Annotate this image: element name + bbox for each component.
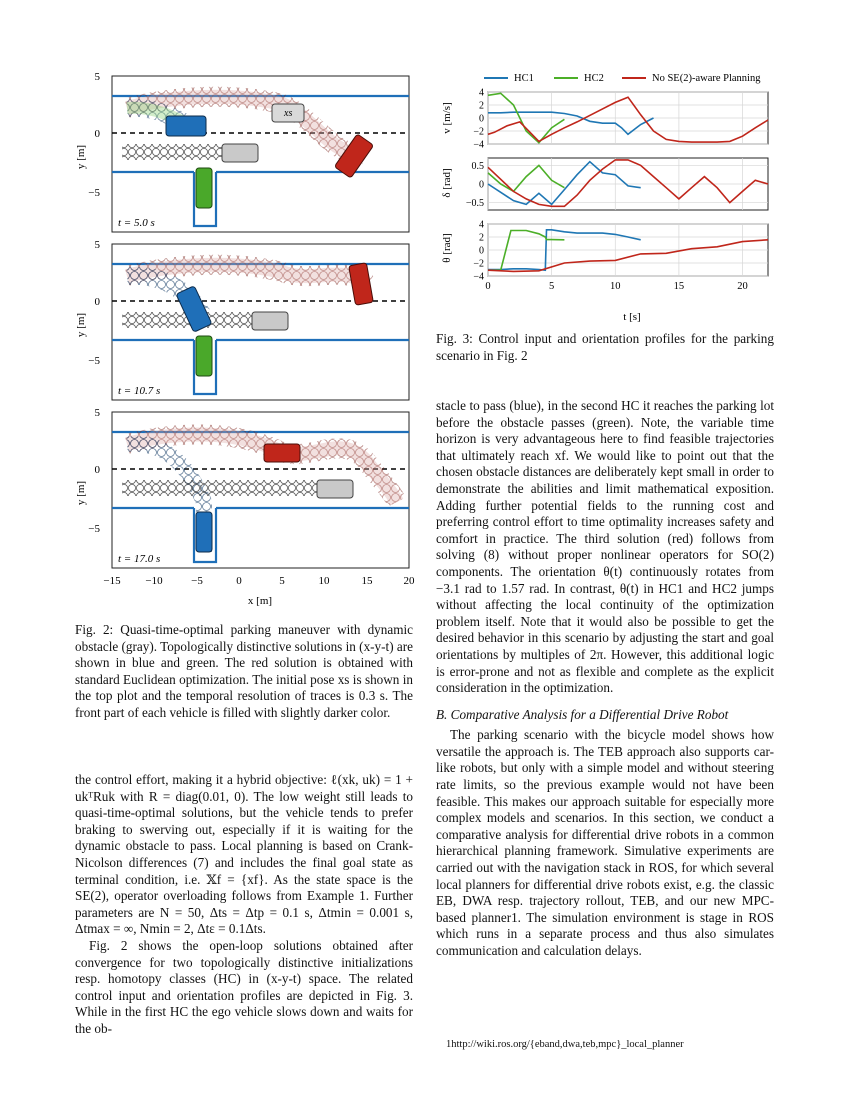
footnote: 1http://wiki.ros.org/{eband,dwa,teb,mpc}_local_planner	[446, 1039, 684, 1050]
ytick-label: 4	[479, 219, 484, 231]
svg-text:−10: −10	[145, 575, 163, 587]
ytick-label: 4	[479, 87, 484, 99]
fig2-y-axes	[75, 71, 101, 535]
fig2-panel-2	[112, 244, 409, 400]
svg-text:5: 5	[94, 239, 100, 251]
svg-text:5: 5	[94, 407, 100, 419]
ytick-label: 2	[479, 100, 484, 112]
ytick-label: −2	[473, 126, 484, 138]
svg-text:−5: −5	[88, 523, 100, 535]
xtick-label: 10	[610, 281, 621, 292]
figure-2	[70, 62, 420, 622]
svg-text:10: 10	[318, 575, 330, 587]
xtick-label: 0	[485, 281, 491, 292]
svg-text:20: 20	[403, 575, 415, 587]
ylabel-theta: θ [rad]	[441, 233, 453, 263]
legend-label-red: No SE(2)-aware Planning	[652, 73, 761, 84]
svg-text:0: 0	[236, 575, 242, 587]
left-column-text	[75, 772, 413, 1038]
ytick-label: −4	[473, 271, 484, 283]
svg-text:−5: −5	[191, 575, 203, 587]
section-heading: B. Comparative Analysis for a Differential Drive Robot	[436, 706, 729, 722]
fig2-panel-1	[112, 76, 409, 232]
start-pose-label: xs	[284, 108, 293, 119]
left-paragraph-1: the control effort, making it a hybrid objective: ℓ(xk, uk) = 1 + ukᵀRuk with R = diag(0.01, 0). The low weight still leads to quasi-time-optimal solutions, but the vehicle tends to prefer braking to swerving out, especially if it is waiting for the dynamic obstacle to pass. Local planning is based on Crank-Nicolson differences (7) and includes the final goal state as terminal condition, i.e. 𝕏f = {xf}. As the state space is the SE(2), operator overloading follows from Example 1. Further parameters are N = 50, Δts = Δtp = 0.1 s, Δtmin = 0.001 s, Δtmax = ∞, Nmin = 2, Δtε = 0.1Δts.	[75, 772, 413, 937]
ytick-label: 0	[479, 179, 484, 191]
ytick-label: −2	[473, 258, 484, 270]
ytick-label: 0	[479, 113, 484, 125]
legend-label-hc2: HC2	[584, 73, 604, 84]
xtick-label: 20	[737, 281, 748, 292]
svg-text:15: 15	[361, 575, 373, 587]
svg-text:y [m]: y [m]	[75, 144, 87, 170]
svg-text:y [m]: y [m]	[75, 480, 87, 506]
svg-text:5: 5	[94, 71, 100, 83]
svg-text:5: 5	[279, 575, 285, 587]
time-label-3: t = 17.0 s	[118, 553, 161, 565]
svg-text:y [m]: y [m]	[75, 312, 87, 338]
ytick-label: 0	[479, 245, 484, 257]
ytick-label: −4	[473, 139, 484, 151]
xtick-label: 15	[673, 281, 685, 292]
fig2-caption: Fig. 2: Quasi-time-optimal parking maneuver with dynamic obstacle (gray). Topologically distinctive solutions in (x-y-t) are shown in blue and green. The red solution is obtained with standard Euclidean optimization. The initial pose xs is shown in the top plot and the temporal resolution of traces is 0.3 s. The front part of each vehicle is filled with slightly darker color.	[75, 622, 413, 720]
svg-text:−5: −5	[88, 355, 100, 367]
svg-text:0: 0	[94, 464, 100, 476]
fig3-caption: Fig. 3: Control input and orientation profiles for the parking scenario in Fig. 2	[436, 331, 774, 363]
right-paragraph-1: stacle to pass (blue), in the second HC it reaches the parking lot before the obstacle passes (green). Note, the variable time horizon is very advantageous here to find feasible trajectories that ultimately reach xf. We would like to point out that the chosen obstacle distances are deliberately kept small in order to demonstrate the abilities and limit mathematical exposition. Adding further potential fields to the running cost and preferring control effort to time optimality increases safety and comfort in practice. The third solution (red) follows from solving (8) without proper nonlinear operators for SO(2) components. The orientation θ(t) continuously rotates from −3.1 rad to 1.57 rad. In contrast, θ(t) in HC1 and HC2 jumps without affecting the local continuity of the optimization problem itself. Note that it would also be possible to get the desired behavior in this scenario by adjusting the start and goal orientations by multiples of 2π. However, this additional logic is error-prone and not as flexible and complete as the explicit consideration in the optimization.	[436, 398, 774, 696]
figure-3	[436, 66, 776, 328]
xtick-label: 5	[549, 281, 555, 292]
right-column-text	[436, 398, 774, 960]
ylabel-delta: δ [rad]	[441, 168, 453, 198]
ytick-label: 2	[479, 232, 484, 244]
ytick-label: 0.5	[471, 160, 484, 172]
right-paragraph-2: The parking scenario with the bicycle model shows how versatile the approach is. The TEB approach also supports car-like robots, but only with a simple model and without steering rate limits, so the previous example would not have been feasible. This makes our approach suitable for especially more complex models and scenarios. In this section, we conduct a comparative analysis for differential drive robots in a common hierarchical planning framework. Simulative experiments are carried out with the navigation stack in ROS, for which several local planners for differential drive robots exist, e.g. the classic EB, DWA resp. trajectory rollout, TEB, and our new MPC-based planner1. The simulation environment is stage in ROS which runs in a separate process and thus also simulates communication and calculation delays.	[436, 727, 774, 958]
fig2-panel-3	[112, 412, 409, 568]
svg-text:−5: −5	[88, 187, 100, 199]
fig2-x-axis	[103, 575, 415, 607]
legend-label-hc1: HC1	[514, 73, 534, 84]
ylabel-v: v [m/s]	[441, 102, 453, 134]
fig3-xlabel: t [s]	[623, 311, 641, 323]
ytick-label: −0.5	[465, 198, 484, 210]
time-label-2: t = 10.7 s	[118, 385, 161, 397]
fig2-xlabel: x [m]	[247, 595, 273, 607]
svg-text:−15: −15	[103, 575, 121, 587]
time-label-1: t = 5.0 s	[118, 217, 155, 229]
fig3-legend	[484, 73, 761, 84]
svg-text:0: 0	[94, 296, 100, 308]
left-paragraph-2: Fig. 2 shows the open-loop solutions obtained after convergence for two topologically distinctive initializations resp. homotopy classes (HC) in (x-y-t) space. The related control input and orientation profiles are depicted in Fig. 3. While in the first HC the ego vehicle slows down and waits for the ob-	[75, 937, 413, 1036]
svg-text:0: 0	[94, 128, 100, 140]
